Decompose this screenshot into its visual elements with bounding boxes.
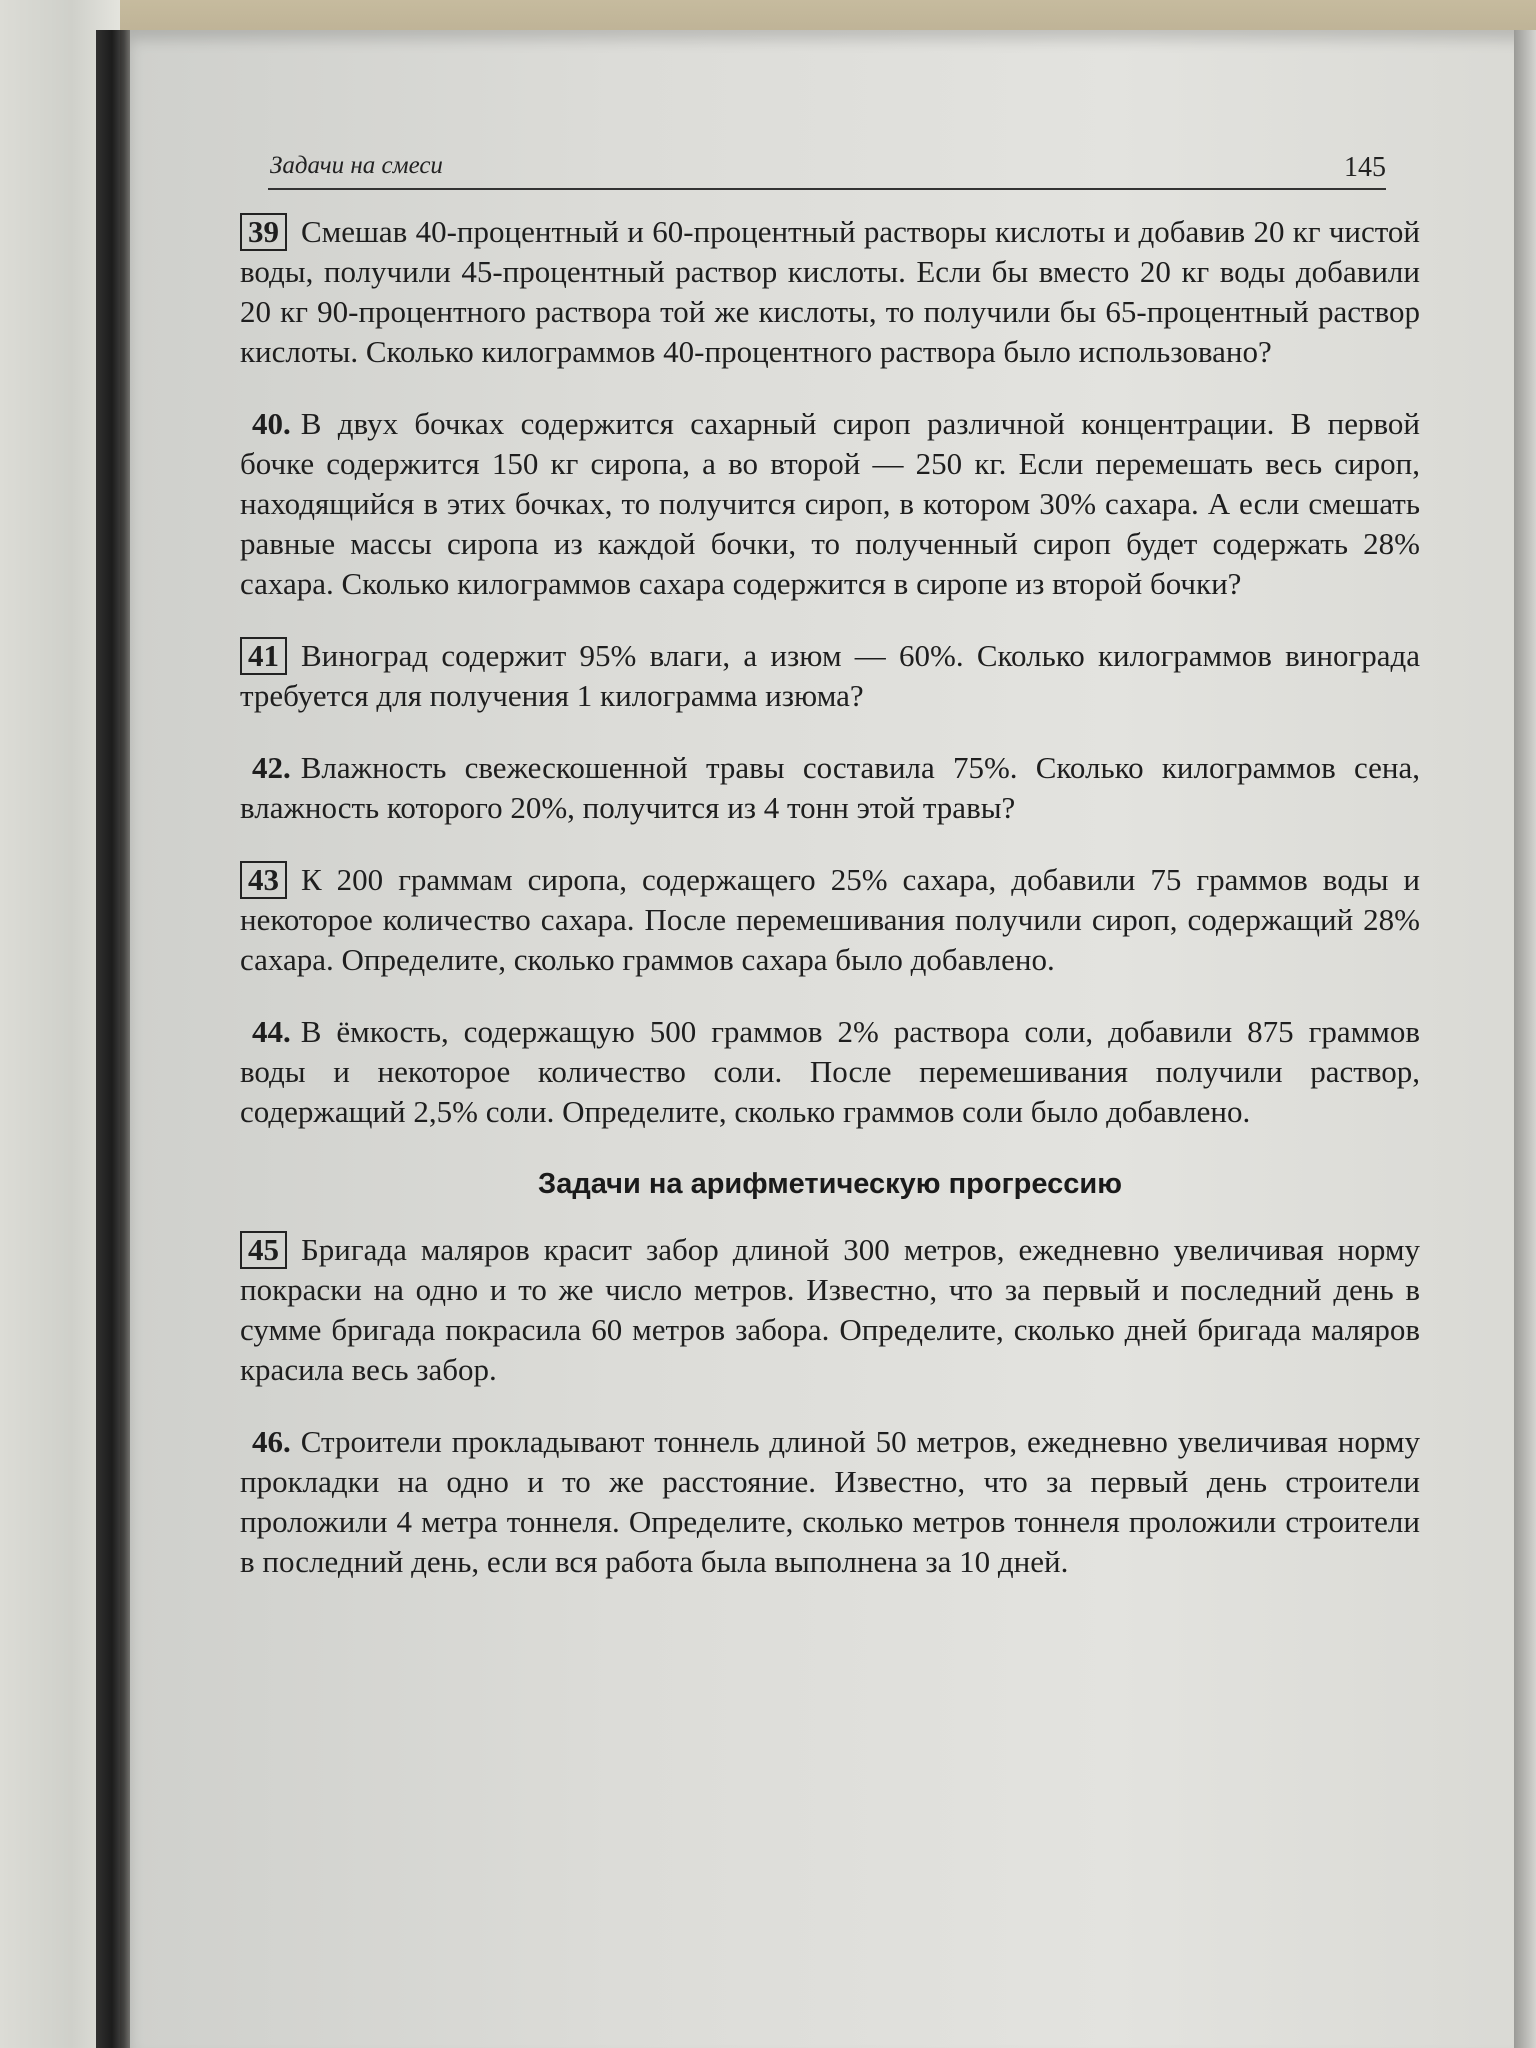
problem-number: 39 <box>240 213 287 251</box>
problem-43 <box>240 860 1420 980</box>
problem-text: В ёмкость, содержащую 500 граммов 2% раствора соли, добавили 875 граммов воды и некоторое количество соли. После перемешивания получили раствор, содержащий 2,5% соли. Определите, сколько граммов соли было добавлено. <box>240 1014 1420 1129</box>
section-heading: Задачи на арифметическую прогрессию <box>538 1168 1122 1200</box>
page-right-edge <box>1514 30 1536 2048</box>
problem-text: Смешав 40-процентный и 60-процентный растворы кислоты и добавив 20 кг чистой воды, получили 45-процентный раствор кислоты. Если бы вместо 20 кг воды добавили 20 кг 90-процентного раствора той же кислоты, то получили бы 65-процентный раствор кислоты. Сколько килограммов 40-процентного раствора было использовано? <box>240 214 1420 369</box>
problem-number: 43 <box>240 861 287 899</box>
problem-number: 42. <box>252 750 291 785</box>
problem-text: Виноград содержит 95% влаги, а изюм — 60%. Сколько килограммов винограда требуется для получения 1 килограмма изюма? <box>240 638 1420 713</box>
problem-44 <box>240 1012 1420 1132</box>
problem-number: 40. <box>252 406 291 441</box>
running-title: Задачи на смеси <box>270 152 443 179</box>
page-body <box>240 212 1420 1614</box>
mixtures-problems-list <box>240 212 1420 1132</box>
progression-problems-list <box>240 1230 1420 1582</box>
problem-39 <box>240 212 1420 372</box>
problem-text: К 200 граммам сиропа, содержащего 25% сахара, добавили 75 граммов воды и некоторое количество сахара. После перемешивания получили сироп, содержащий 28% сахара. Определите, сколько граммов сахара было добавлено. <box>240 862 1420 977</box>
problem-number: 44. <box>252 1014 291 1049</box>
header-rule <box>268 188 1386 190</box>
problem-number: 41 <box>240 637 287 675</box>
problem-number: 45 <box>240 1231 287 1269</box>
problem-text: Влажность свежескошенной травы составила 75%. Сколько килограммов сена, влажность которого 20%, получится из 4 тонн этой травы? <box>240 750 1420 825</box>
page-header <box>270 152 1386 192</box>
problem-text: Бригада маляров красит забор длиной 300 метров, ежедневно увеличивая норму покраски на одно и то же число метров. Известно, что за первый и последний день в сумме бригада покрасила 60 метров забора. Определите, сколько дней бригада маляров красила весь забор. <box>240 1232 1420 1387</box>
problem-42 <box>240 748 1420 828</box>
problem-text: В двух бочках содержится сахарный сироп различной концентрации. В первой бочке содержится 150 кг сиропа, а во второй — 250 кг. Если перемешать весь сироп, находящийся в этих бочках, то получится сироп, в котором 30% сахара. А если смешать равные массы сиропа из каждой бочки, то полученный сироп будет содержать 28% сахара. Сколько килограммов сахара содержится в сиропе из второй бочки? <box>240 406 1420 601</box>
problem-45 <box>240 1230 1420 1390</box>
page-number: 145 <box>1344 152 1386 183</box>
problem-text: Строители прокладывают тоннель длиной 50 метров, ежедневно увеличивая норму прокладки на одно и то же расстояние. Известно, что за первый день строители проложили 4 метра тоннеля. Определите, сколько метров тоннеля проложили строители в последний день, если вся работа была выполнена за 10 дней. <box>240 1424 1420 1579</box>
problem-40 <box>240 404 1420 604</box>
problem-41 <box>240 636 1420 716</box>
problem-46 <box>240 1422 1420 1582</box>
problem-number: 46. <box>252 1424 291 1459</box>
